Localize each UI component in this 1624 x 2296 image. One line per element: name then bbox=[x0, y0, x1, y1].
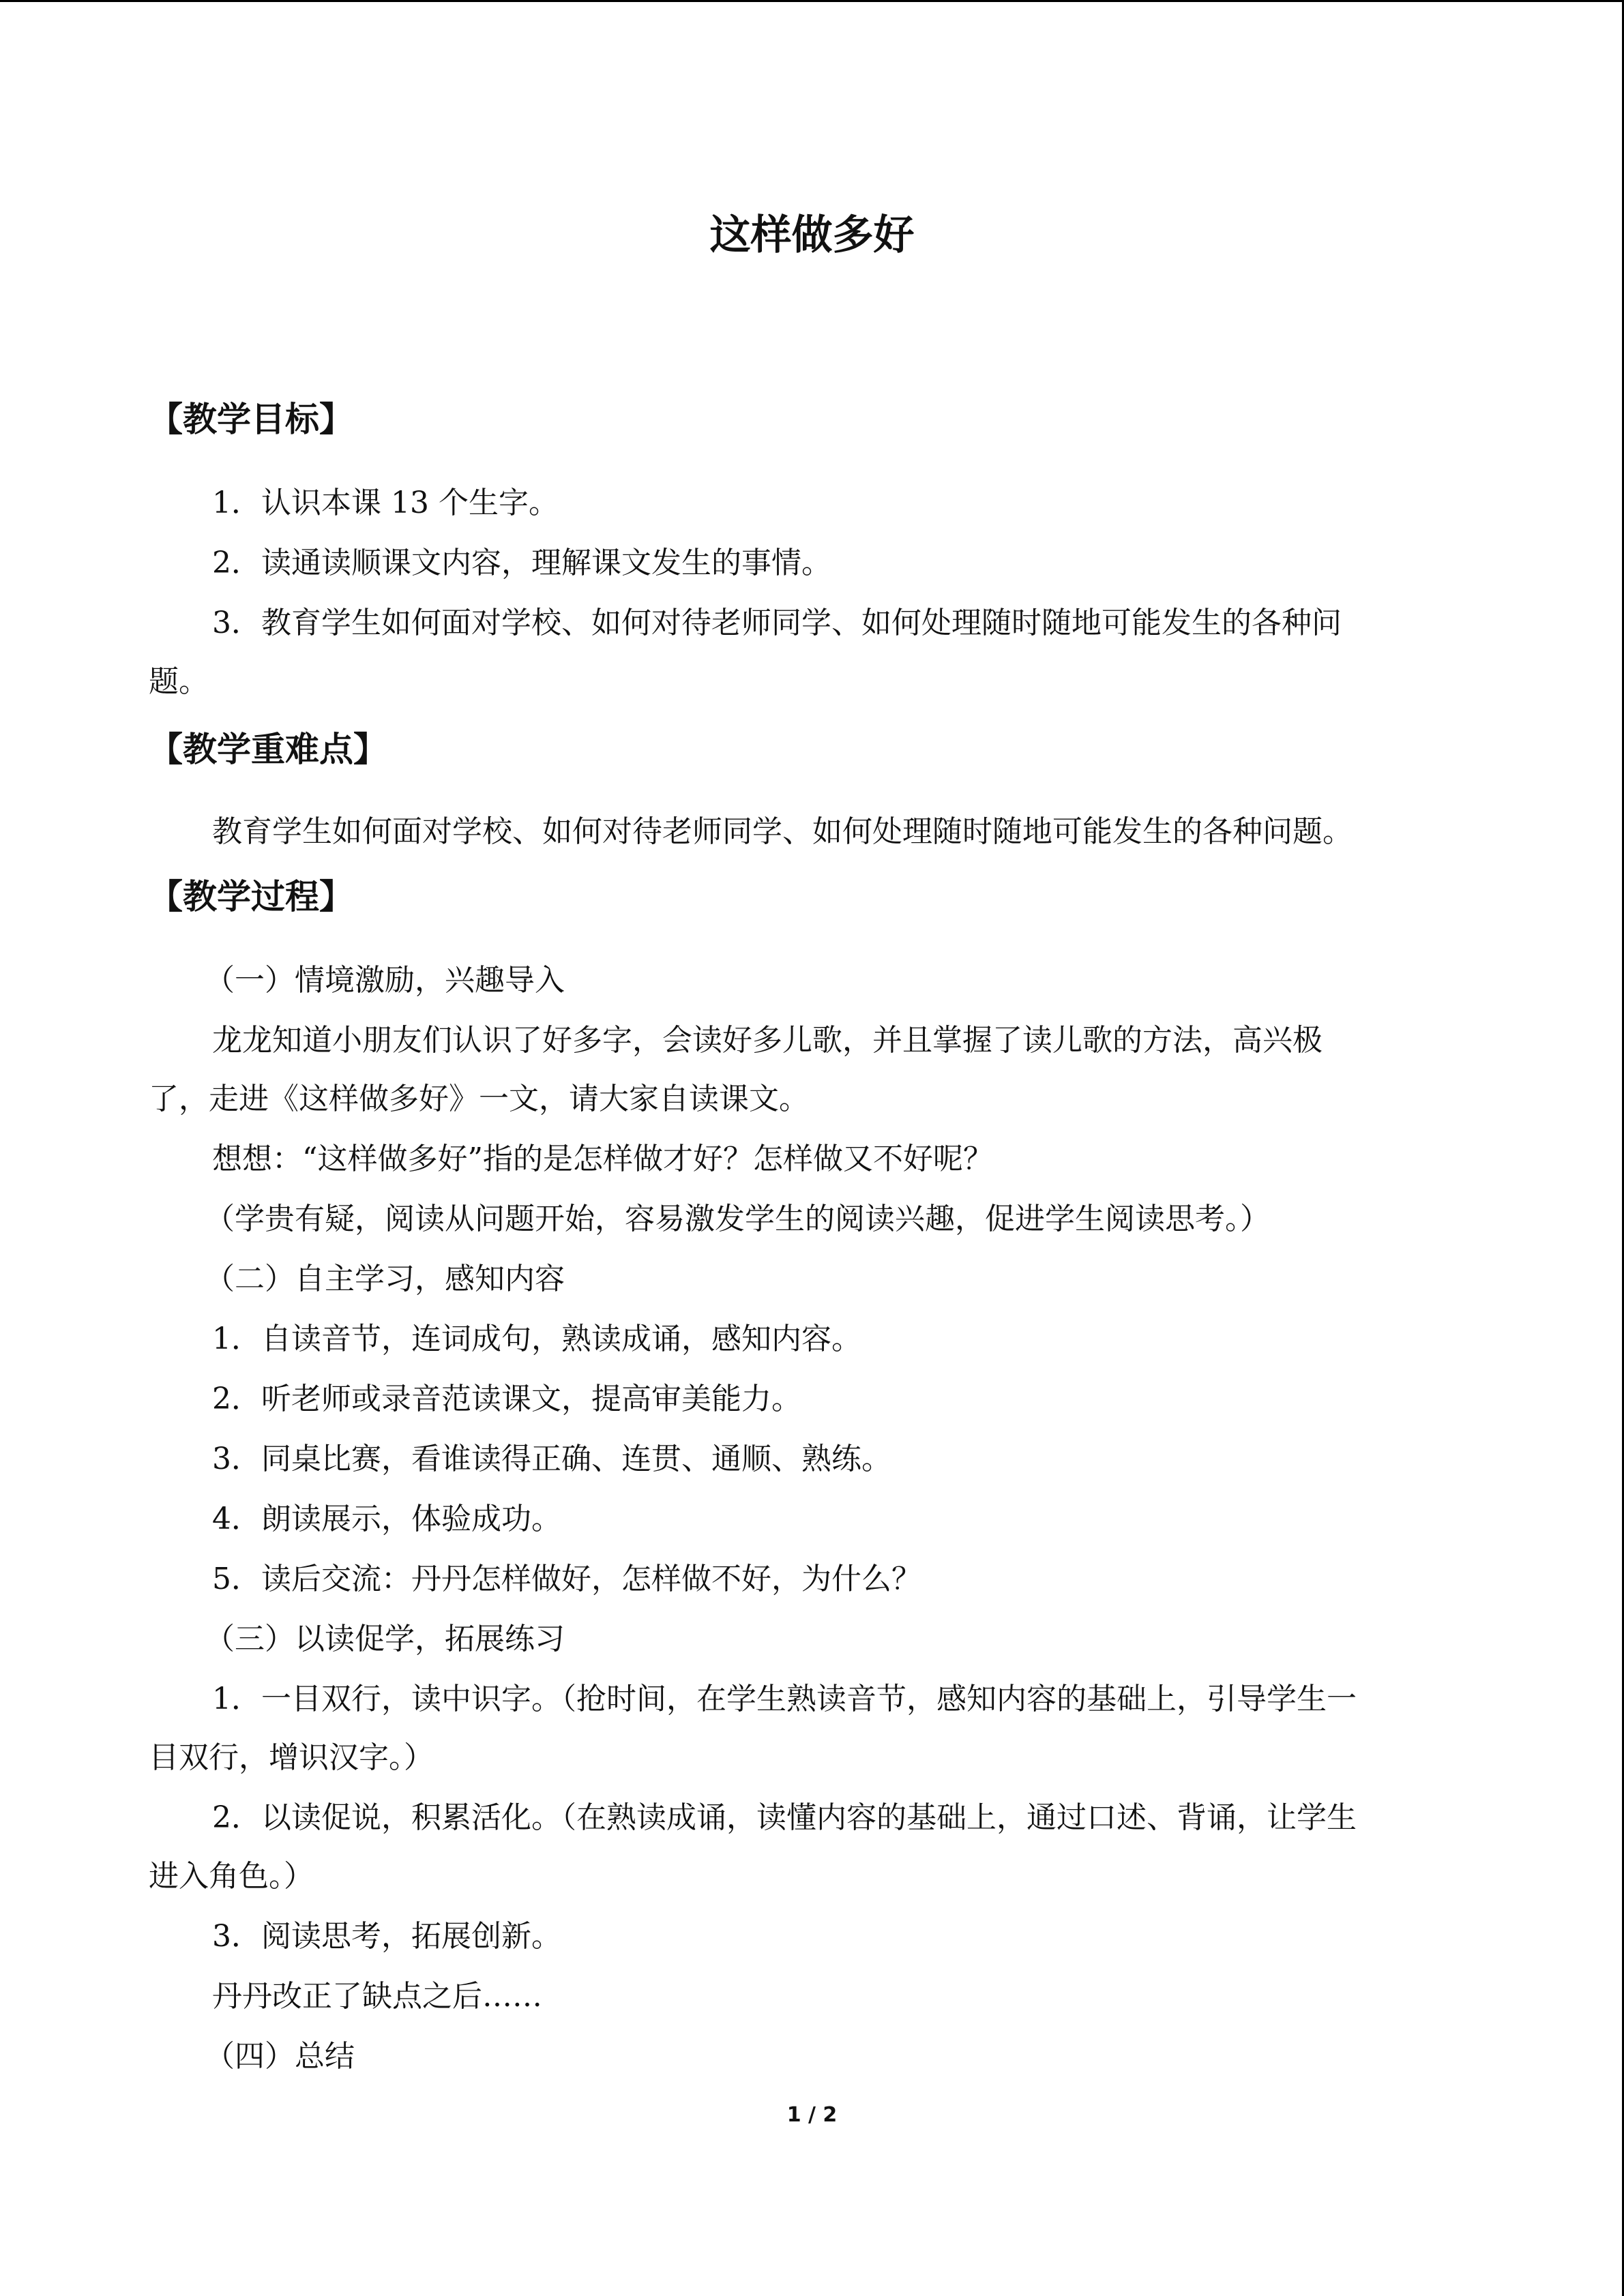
process-part-1-paragraph-3: （学贵有疑，阅读从问题开始，容易激发学生的阅读兴趣，促进学生阅读思考。） bbox=[205, 1202, 1270, 1236]
key-points-text: 教育学生如何面对学校、如何对待老师同学、如何处理随时随地可能发生的各种问题。 bbox=[212, 814, 1353, 849]
process-part-1-title: （一）情境激励，兴趣导入 bbox=[205, 963, 565, 998]
page-border-top bbox=[0, 0, 1624, 2]
page-number: 1 / 2 bbox=[786, 2103, 838, 2127]
objective-item-3-line-1: 3．教育学生如何面对学校、如何对待老师同学、如何处理随时随地可能发生的各种问 bbox=[212, 606, 1342, 640]
process-part-3-item-1-line-2: 目双行，增识汉字。） bbox=[149, 1740, 434, 1775]
process-part-4-title: （四）总结 bbox=[205, 2039, 355, 2074]
process-part-3-item-2-line-2: 进入角色。） bbox=[149, 1859, 314, 1894]
objective-item-2: 2．读通读顺课文内容，理解课文发生的事情。 bbox=[212, 546, 831, 580]
process-part-2-item-2: 2．听老师或录音范读课文，提高审美能力。 bbox=[212, 1382, 801, 1416]
process-part-2-item-3: 3．同桌比赛，看谁读得正确、连贯、通顺、熟练。 bbox=[212, 1442, 891, 1476]
document-title: 这样做多好 bbox=[709, 211, 915, 259]
heading-objectives: 【教学目标】 bbox=[149, 400, 353, 439]
process-part-3-item-1-line-1: 1．一目双行，读中识字。（抢时间，在学生熟读音节，感知内容的基础上，引导学生一 bbox=[212, 1682, 1357, 1716]
process-part-1-paragraph-1-line-2: 了，走进《这样做多好》一文，请大家自读课文。 bbox=[149, 1082, 809, 1116]
heading-key-points: 【教学重难点】 bbox=[149, 730, 387, 769]
process-part-2-item-4: 4．朗读展示，体验成功。 bbox=[212, 1502, 561, 1536]
process-part-3-item-3: 3．阅读思考，拓展创新。 bbox=[212, 1919, 561, 1954]
process-part-3-paragraph-1: 丹丹改正了缺点之后…… bbox=[212, 1979, 542, 2014]
process-part-3-item-2-line-1: 2．以读促说，积累活化。（在熟读成诵，读懂内容的基础上，通过口述、背诵，让学生 bbox=[212, 1800, 1357, 1835]
heading-process: 【教学过程】 bbox=[149, 877, 353, 916]
objective-item-1: 1．认识本课 13 个生字。 bbox=[212, 486, 559, 520]
process-part-2-title: （二）自主学习，感知内容 bbox=[205, 1262, 565, 1296]
process-part-1-paragraph-1-line-1: 龙龙知道小朋友们认识了好多字，会读好多儿歌，并且掌握了读儿歌的方法，高兴极 bbox=[212, 1023, 1323, 1058]
process-part-2-item-1: 1．自读音节，连词成句，熟读成诵，感知内容。 bbox=[212, 1322, 861, 1356]
process-part-3-title: （三）以读促学，拓展练习 bbox=[205, 1622, 565, 1656]
process-part-1-paragraph-2: 想想：“这样做多好”指的是怎样做才好？怎样做又不好呢？ bbox=[212, 1142, 993, 1176]
process-part-2-item-5: 5．读后交流：丹丹怎样做好，怎样做不好，为什么？ bbox=[212, 1562, 921, 1596]
objective-item-3-line-2: 题。 bbox=[149, 664, 209, 699]
